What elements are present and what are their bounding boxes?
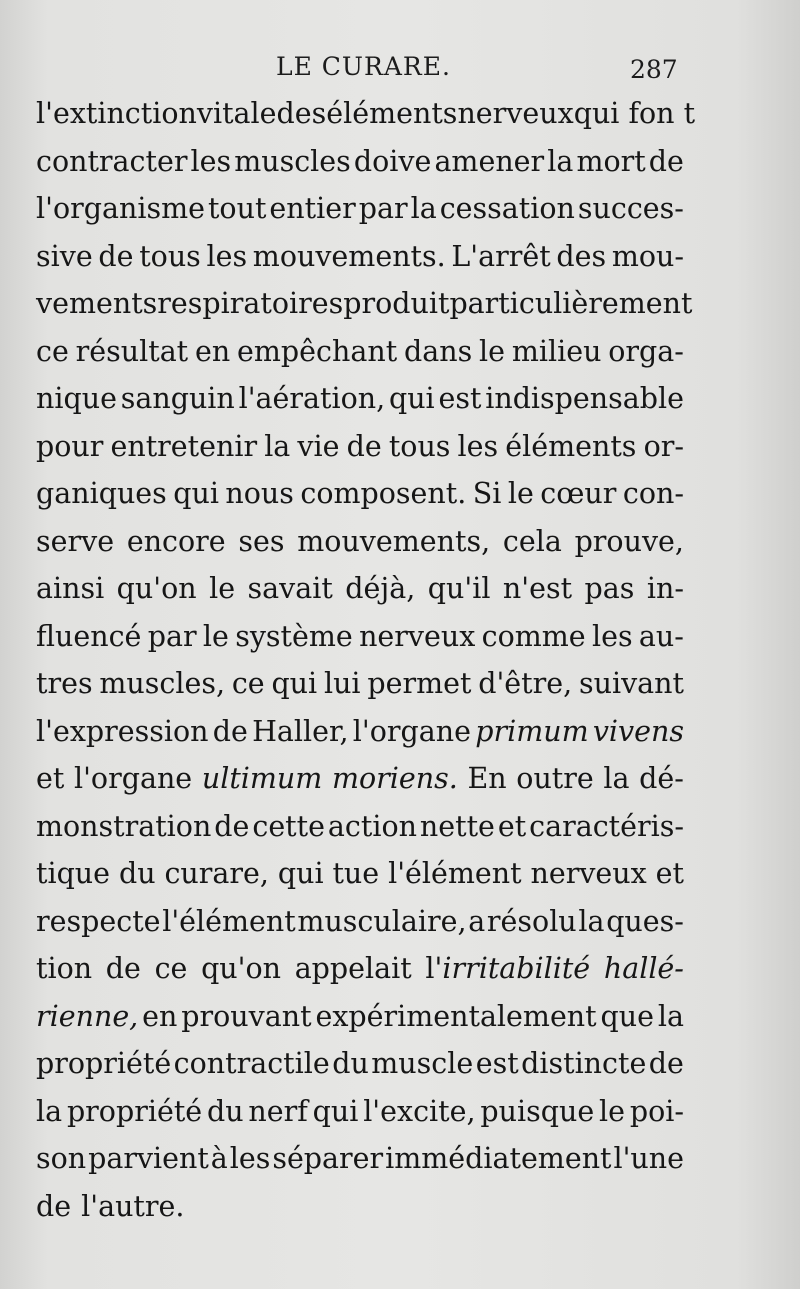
word: de bbox=[214, 809, 250, 843]
word: vie bbox=[297, 429, 340, 463]
word: ce bbox=[231, 667, 265, 700]
word: les bbox=[190, 144, 232, 178]
word: de bbox=[648, 1047, 684, 1080]
word: moriens. bbox=[331, 762, 458, 795]
word: rienne, bbox=[36, 999, 139, 1033]
body-text bbox=[36, 90, 696, 1230]
word: n'est bbox=[502, 572, 573, 605]
word: appelait bbox=[294, 952, 412, 985]
word: l'aération, bbox=[238, 382, 386, 415]
word: l'extinction bbox=[36, 97, 197, 130]
word: sive bbox=[36, 239, 93, 273]
word: l'une bbox=[613, 1142, 684, 1175]
word: vitale bbox=[196, 97, 277, 130]
word: qui bbox=[173, 477, 219, 510]
word: cessation bbox=[439, 192, 575, 225]
word: du bbox=[118, 857, 156, 890]
word: poi- bbox=[629, 1094, 684, 1128]
word: de bbox=[98, 239, 134, 273]
word: pas bbox=[584, 572, 635, 605]
word: déjà, bbox=[345, 572, 416, 605]
word: cela bbox=[502, 524, 562, 558]
word: son bbox=[36, 1142, 87, 1175]
word: que bbox=[600, 999, 654, 1033]
word: dans bbox=[403, 334, 473, 368]
word: suivant bbox=[578, 667, 684, 700]
text-line bbox=[36, 945, 684, 993]
word: nerveux bbox=[530, 857, 647, 890]
word: la bbox=[36, 1094, 63, 1128]
word: les bbox=[229, 1142, 271, 1175]
word: les bbox=[592, 619, 633, 653]
word: con- bbox=[622, 477, 684, 510]
word: ce bbox=[36, 334, 69, 368]
word: dé- bbox=[639, 762, 684, 795]
word: qui bbox=[271, 667, 318, 700]
word: est bbox=[438, 382, 482, 415]
word: orga- bbox=[608, 334, 684, 368]
text-line bbox=[36, 233, 684, 281]
word: de bbox=[36, 1189, 72, 1223]
word: curare, bbox=[164, 857, 269, 890]
word: immédiatement bbox=[385, 1142, 612, 1175]
word: qu'il bbox=[427, 572, 491, 605]
word: éléments bbox=[326, 97, 458, 130]
running-header-title: LE CURARE. bbox=[276, 52, 451, 81]
word: a bbox=[468, 904, 486, 938]
word: vivens bbox=[592, 714, 684, 748]
word: tion bbox=[36, 952, 93, 985]
text-line bbox=[36, 898, 684, 946]
word: en bbox=[194, 334, 231, 368]
word: est bbox=[475, 1047, 519, 1080]
word: permet bbox=[367, 667, 472, 700]
word: respecte bbox=[36, 904, 161, 938]
text-line bbox=[36, 613, 684, 661]
word: mouvements. bbox=[252, 239, 446, 273]
word: muscles, bbox=[99, 667, 226, 700]
word: tout bbox=[207, 192, 267, 225]
word: sanguin bbox=[120, 382, 235, 415]
text-line bbox=[36, 90, 696, 138]
word: primum bbox=[475, 714, 589, 748]
word: nous bbox=[225, 477, 294, 510]
word: par bbox=[358, 192, 408, 225]
word: qu'on bbox=[116, 572, 197, 605]
word: qui bbox=[388, 382, 435, 415]
word: propriété bbox=[36, 1047, 172, 1080]
word: empêchant bbox=[237, 334, 398, 368]
word: pour bbox=[36, 429, 104, 463]
word: le bbox=[479, 334, 506, 368]
word: tous bbox=[139, 239, 201, 273]
word: de bbox=[346, 429, 382, 463]
word: l'organe bbox=[73, 762, 193, 795]
word: nerveux bbox=[457, 97, 574, 130]
word: L'arrêt bbox=[451, 239, 551, 273]
word: contractile bbox=[173, 1047, 330, 1080]
word: la bbox=[578, 904, 605, 938]
word: du bbox=[332, 1047, 369, 1080]
text-line bbox=[36, 993, 684, 1041]
word: la bbox=[547, 144, 574, 178]
word: mou- bbox=[611, 239, 684, 273]
text-line bbox=[36, 1135, 684, 1183]
word: les bbox=[206, 239, 248, 273]
text-line bbox=[36, 660, 684, 708]
word: contracter bbox=[36, 144, 188, 178]
text-line bbox=[36, 850, 684, 898]
word: entier bbox=[269, 192, 356, 225]
word: l'autre. bbox=[81, 1189, 185, 1223]
word: Haller, bbox=[252, 714, 349, 748]
word: savait bbox=[247, 572, 333, 605]
word: cette bbox=[252, 809, 325, 843]
text-line bbox=[36, 518, 684, 566]
word: par bbox=[147, 619, 197, 653]
word: la bbox=[264, 429, 291, 463]
word: tue bbox=[332, 857, 380, 890]
text-line bbox=[36, 1183, 684, 1231]
word: parvient bbox=[88, 1142, 209, 1175]
text-line bbox=[36, 375, 684, 423]
word: expérimentalement bbox=[315, 999, 597, 1033]
word: puisque bbox=[480, 1094, 595, 1128]
word: de bbox=[105, 952, 141, 985]
word: in- bbox=[646, 572, 684, 605]
word: la bbox=[603, 762, 630, 795]
word: la bbox=[410, 192, 437, 225]
word: de bbox=[648, 144, 684, 178]
word: nique bbox=[36, 382, 117, 415]
word: propriété bbox=[66, 1094, 203, 1128]
word: cœur bbox=[540, 477, 617, 510]
word: de bbox=[212, 714, 248, 748]
word: qui bbox=[312, 1094, 359, 1128]
word: résultat bbox=[75, 334, 189, 368]
word: le bbox=[507, 477, 534, 510]
word: en bbox=[142, 999, 178, 1033]
word: ganiques bbox=[36, 477, 167, 510]
word: mort bbox=[576, 144, 646, 178]
word: nette bbox=[419, 809, 495, 843]
word: particulièrement bbox=[449, 287, 693, 320]
word: qui bbox=[277, 857, 324, 890]
word: fluencé bbox=[36, 619, 142, 653]
word: amener bbox=[434, 144, 545, 178]
word: comme bbox=[481, 619, 586, 653]
word: ques- bbox=[606, 904, 684, 938]
text-line bbox=[36, 803, 684, 851]
text-line bbox=[36, 565, 684, 613]
word: muscle bbox=[371, 1047, 474, 1080]
word: vements bbox=[36, 287, 158, 320]
word: hallé- bbox=[603, 952, 684, 985]
word: distincte bbox=[521, 1047, 647, 1080]
word: En bbox=[467, 762, 507, 795]
word: serve bbox=[36, 524, 115, 558]
word: l'irritabilité bbox=[425, 952, 591, 985]
word: prouvant bbox=[181, 999, 312, 1033]
word: au- bbox=[638, 619, 684, 653]
word: à bbox=[210, 1142, 228, 1175]
word: lui bbox=[323, 667, 361, 700]
word: tous bbox=[388, 429, 451, 463]
word: nerf bbox=[248, 1094, 308, 1128]
word: des bbox=[556, 239, 607, 273]
text-line bbox=[36, 1088, 684, 1136]
word: d'être, bbox=[478, 667, 573, 700]
word: indispensable bbox=[485, 382, 684, 415]
word: des bbox=[276, 97, 327, 130]
text-line bbox=[36, 423, 684, 471]
word: l'excite, bbox=[363, 1094, 476, 1128]
text-line bbox=[36, 1040, 684, 1088]
word: monstration bbox=[36, 809, 212, 843]
word: du bbox=[206, 1094, 244, 1128]
word: le bbox=[202, 619, 229, 653]
word: les bbox=[457, 429, 499, 463]
word: l'élément bbox=[388, 857, 522, 890]
word: encore bbox=[126, 524, 226, 558]
word: et bbox=[36, 762, 65, 795]
text-line bbox=[36, 185, 684, 233]
word: muscles bbox=[234, 144, 351, 178]
word: outre bbox=[516, 762, 594, 795]
word: l'expression bbox=[36, 714, 209, 748]
text-line bbox=[36, 138, 684, 186]
word: tres bbox=[36, 667, 93, 700]
word: caractéris- bbox=[529, 809, 684, 843]
text-line bbox=[36, 470, 684, 518]
word: ses bbox=[238, 524, 285, 558]
word: séparer bbox=[272, 1142, 384, 1175]
text-line bbox=[36, 708, 684, 756]
word: action bbox=[327, 809, 417, 843]
word: l'organe bbox=[352, 714, 471, 748]
text-line bbox=[36, 328, 684, 376]
word: le bbox=[209, 572, 236, 605]
word: entretenir bbox=[110, 429, 258, 463]
word: résolu bbox=[486, 904, 577, 938]
page-number: 287 bbox=[630, 55, 678, 84]
text-line bbox=[36, 280, 693, 328]
word: ainsi bbox=[36, 572, 105, 605]
word: composent. bbox=[300, 477, 467, 510]
word: qu'on bbox=[201, 952, 282, 985]
word: le bbox=[599, 1094, 625, 1128]
word: respiratoires bbox=[157, 287, 344, 320]
word: éléments bbox=[505, 429, 637, 463]
word: la bbox=[657, 999, 684, 1033]
word: ce bbox=[154, 952, 188, 985]
word: l'organisme bbox=[36, 192, 205, 225]
word: et bbox=[655, 857, 684, 890]
text-line bbox=[36, 755, 684, 803]
word: ultimum bbox=[201, 762, 323, 795]
word: milieu bbox=[511, 334, 602, 368]
word: or- bbox=[643, 429, 684, 463]
word: prouve, bbox=[574, 524, 684, 558]
word: mouvements, bbox=[297, 524, 491, 558]
word: produit bbox=[343, 287, 450, 320]
word: tique bbox=[36, 857, 111, 890]
word: qui fon t bbox=[573, 97, 696, 130]
word: et bbox=[497, 809, 527, 843]
word: l'élément bbox=[162, 904, 296, 938]
word: système bbox=[235, 619, 353, 653]
word: nerveux bbox=[359, 619, 476, 653]
word: musculaire, bbox=[297, 904, 467, 938]
word: succes- bbox=[577, 192, 684, 225]
word: doive bbox=[353, 144, 432, 178]
word: Si bbox=[472, 477, 502, 510]
